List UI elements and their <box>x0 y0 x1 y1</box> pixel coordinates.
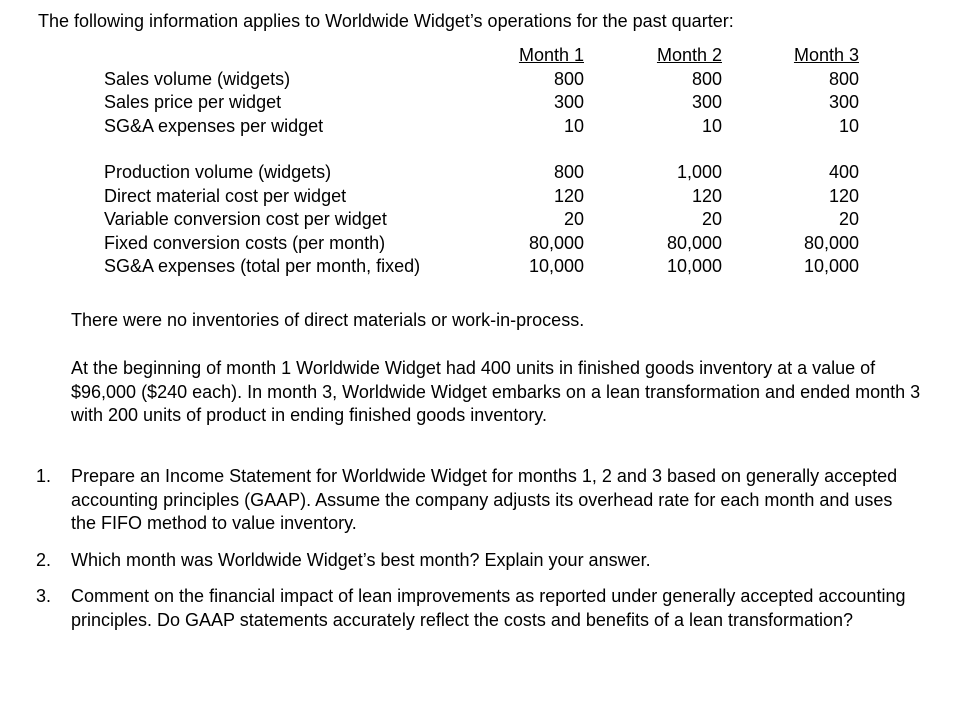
row-label: Sales price per widget <box>104 92 282 112</box>
question-text: Prepare an Income Statement for Worldwide Widget for months 1, 2 and 3 based on generally accepted accounting principles (GAAP). Assume the company adjusts its overhead rate for each month and uses the FIFO method to value inventory. <box>71 466 898 533</box>
row-label: Variable conversion cost per widget <box>104 209 387 229</box>
header-month-3: Month 3 <box>793 45 859 65</box>
cell-value: 120 <box>828 185 859 206</box>
table-header-row <box>104 44 859 68</box>
row-label: Production volume (widgets) <box>104 162 332 182</box>
table-row <box>104 255 859 279</box>
cell-value: 800 <box>691 68 722 89</box>
cell-value: 20 <box>563 209 584 229</box>
cell-value: 10,000 <box>528 256 584 276</box>
cell-value: 400 <box>828 162 859 182</box>
cell-value: 80,000 <box>666 232 722 253</box>
intro-text: The following information applies to Worldwide Widget’s operations for the past quarter: <box>38 11 734 31</box>
table-row <box>104 115 859 139</box>
table-row <box>104 161 859 185</box>
table-spacer <box>104 138 859 161</box>
cell-value: 10,000 <box>803 256 859 276</box>
inventory-note: There were no inventories of direct materials or work-in-process. <box>71 310 585 330</box>
row-label: Direct material cost per widget <box>104 185 347 206</box>
cell-value: 80,000 <box>803 232 859 253</box>
cell-value: 20 <box>838 209 859 229</box>
table-row <box>104 68 859 92</box>
table-row <box>104 208 859 232</box>
row-label: SG&A expenses per widget <box>104 115 324 136</box>
header-month-2: Month 2 <box>656 45 722 65</box>
cell-value: 10 <box>563 115 584 136</box>
cell-value: 10 <box>838 115 859 136</box>
cell-value: 800 <box>828 68 859 89</box>
cell-value: 120 <box>691 185 722 206</box>
cell-value: 1,000 <box>676 162 722 182</box>
table-row <box>104 91 859 115</box>
cell-value: 10 <box>701 115 722 136</box>
question-number: 2. <box>36 550 52 570</box>
question-text: Comment on the financial impact of lean improvements as reported under generally accepted accounting principles. Do GAAP statements accurately reflect the costs and benefits of a lean transformation? <box>71 586 906 630</box>
question-number: 1. <box>36 466 52 486</box>
header-month-1: Month 1 <box>518 45 584 65</box>
cell-value: 80,000 <box>528 232 584 253</box>
row-label: Fixed conversion costs (per month) <box>104 232 386 253</box>
cell-value: 120 <box>553 185 584 206</box>
cell-value: 300 <box>553 92 584 112</box>
question-number: 3. <box>36 586 52 606</box>
table-row <box>104 232 859 256</box>
cell-value: 10,000 <box>666 256 722 276</box>
row-label: SG&A expenses (total per month, fixed) <box>104 256 421 276</box>
background-paragraph: At the beginning of month 1 Worldwide Widget had 400 units in finished goods inventory at a value of $96,000 ($240 each). In month 3, Worldwide Widget embarks on a lean transformation and ended month 3 with 200 units of product in ending finished goods inventory. <box>71 358 921 425</box>
cell-value: 20 <box>701 209 722 229</box>
operations-table <box>104 44 859 279</box>
cell-value: 800 <box>553 162 584 182</box>
question-text: Which month was Worldwide Widget’s best month? Explain your answer. <box>71 550 651 570</box>
table-row <box>104 185 859 209</box>
cell-value: 300 <box>828 92 859 112</box>
cell-value: 800 <box>553 68 584 89</box>
cell-value: 300 <box>691 92 722 112</box>
row-label: Sales volume (widgets) <box>104 68 291 89</box>
